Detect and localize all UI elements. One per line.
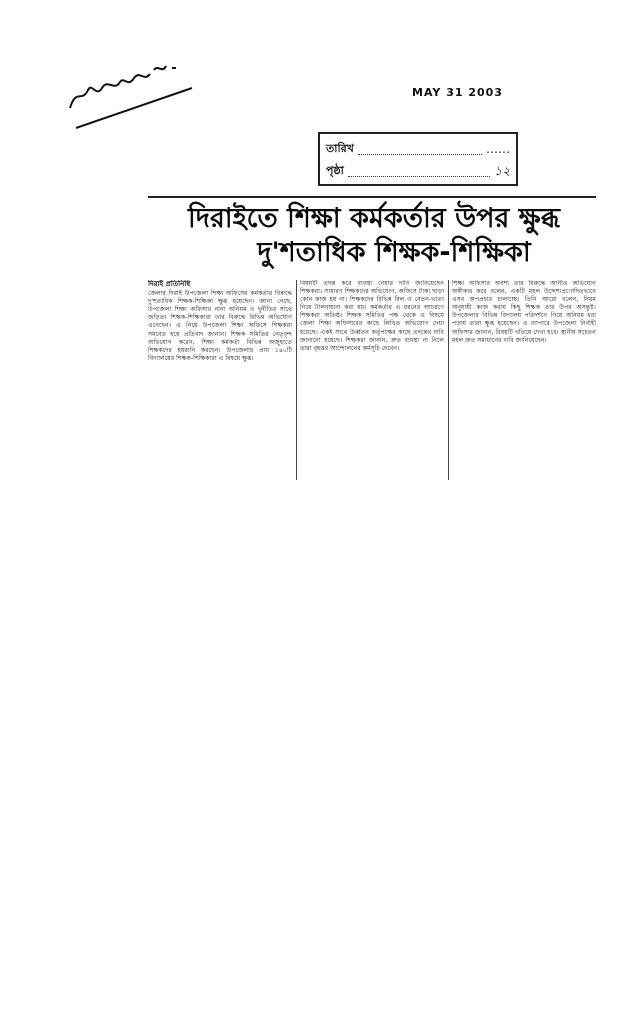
stamp-date-dots xyxy=(358,144,482,155)
date-stamp: MAY 31 2003 xyxy=(412,86,503,99)
article-headline xyxy=(154,202,594,270)
stamp-page-label: পৃষ্ঠা xyxy=(326,164,344,177)
stamp-date-label: তারিখ xyxy=(326,142,354,155)
article-column-3-text: শিক্ষা অফিসার অবশ্য তার বিরুদ্ধে আনীত অভিযোগ অস্বীকার করে বলেন, একটি মহল উদ্দেশ্যপ্রণোদিতভাবে এসব অপপ্রচার চালাচ্ছে। তিনি আরো বলেন, নিয়ম অনুযায়ী কাজ করায় কিছু শিক্ষক তার উপর অসন্তুষ্ট। উপজেলার বিভিন্ন বিদ্যালয় পরিদর্শনে গিয়ে অনিয়ম ধরা পড়ায় তারা ক্ষুব্ধ হয়েছেন। এ ব্যাপারে উপজেলা নির্বাহী অফিসার জানান, বিষয়টি খতিয়ে দেখা হবে। স্থানীয় সচেতন মহল দ্রুত সমাধানের দাবি জানিয়েছেন। xyxy=(452,280,596,344)
article-byline: দিরাই প্রতিনিধি xyxy=(148,280,191,288)
newspaper-clipping xyxy=(148,196,596,486)
headline-line-1: দিরাইতে শিক্ষা কর্মকর্তার উপর ক্ষুব্ধ xyxy=(188,203,560,234)
stamp-page-value: ১২ xyxy=(494,164,510,178)
article-column-1 xyxy=(148,280,292,480)
stamp-date-value: …… xyxy=(486,142,510,156)
clipping-stamp-box xyxy=(318,132,518,186)
article-column-3 xyxy=(448,280,596,480)
article-body xyxy=(148,280,596,480)
article-column-2 xyxy=(296,280,444,480)
handwritten-note-scribble xyxy=(62,48,212,138)
handwritten-note xyxy=(62,48,212,138)
article-column-2-text: বিষয়টি তদন্ত করে ব্যবস্থা নেয়ার দাবি জানিয়েছেন শিক্ষকরা। সাধারণ শিক্ষকদের অভিযোগ, অফিসে টাকা ছাড়া কোন কাজ হয় না। শিক্ষকদের বিভিন্ন বিল ও বেতন-ভাতা নিয়ে টালবাহানা করা হয়। কর্মকর্তার এ ধরনের আচরণে শিক্ষকরা অতিষ্ঠ। শিক্ষক সমিতির পক্ষ থেকে এ বিষয়ে জেলা শিক্ষা অফিসারের কাছে লিখিত অভিযোগ দেয়া হয়েছে। একই সাথে উর্ধ্বতন কর্তৃপক্ষের কাছে তদন্তের দাবি জানানো হয়েছে। শিক্ষকরা জানান, দ্রুত ব্যবস্থা না নিলে তারা বৃহত্তর আন্দোলনের কর্মসূচি দেবেন। xyxy=(300,280,444,352)
clipping-top-rule xyxy=(148,196,596,198)
headline-line-2: দু'শতাধিক শিক্ষক-শিক্ষিকা xyxy=(257,237,531,268)
article-column-1-text: জেলার দিরাই উপজেলা শিক্ষা অফিসের কর্মকর্তার বিরুদ্ধে দু'শতাধিক শিক্ষক-শিক্ষিকা ক্ষুব্ধ হয়েছেন। জানা গেছে, উপজেলা শিক্ষা অফিসার নানা অনিয়ম ও দুর্নীতির সাথে জড়িত। শিক্ষক-শিক্ষিকারা তার বিরুদ্ধে বিভিন্ন অভিযোগ এনেছেন। এ নিয়ে উপজেলা শিক্ষা অফিসে শিক্ষকরা সমবেত হয়ে প্রতিবাদ জানান। শিক্ষক সমিতির নেতৃবৃন্দ অভিযোগ করেন, শিক্ষা কর্মকর্তা বিভিন্ন অজুহাতে শিক্ষকদের হয়রানি করছেন। উপজেলার প্রায় ১৪০টি বিদ্যালয়ের শিক্ষক-শিক্ষিকারা এ বিষয়ে ক্ষুব্ধ। xyxy=(148,290,292,362)
stamp-page-dots xyxy=(348,166,491,177)
stamp-page-row xyxy=(326,160,510,182)
stamp-date-row xyxy=(326,138,510,160)
